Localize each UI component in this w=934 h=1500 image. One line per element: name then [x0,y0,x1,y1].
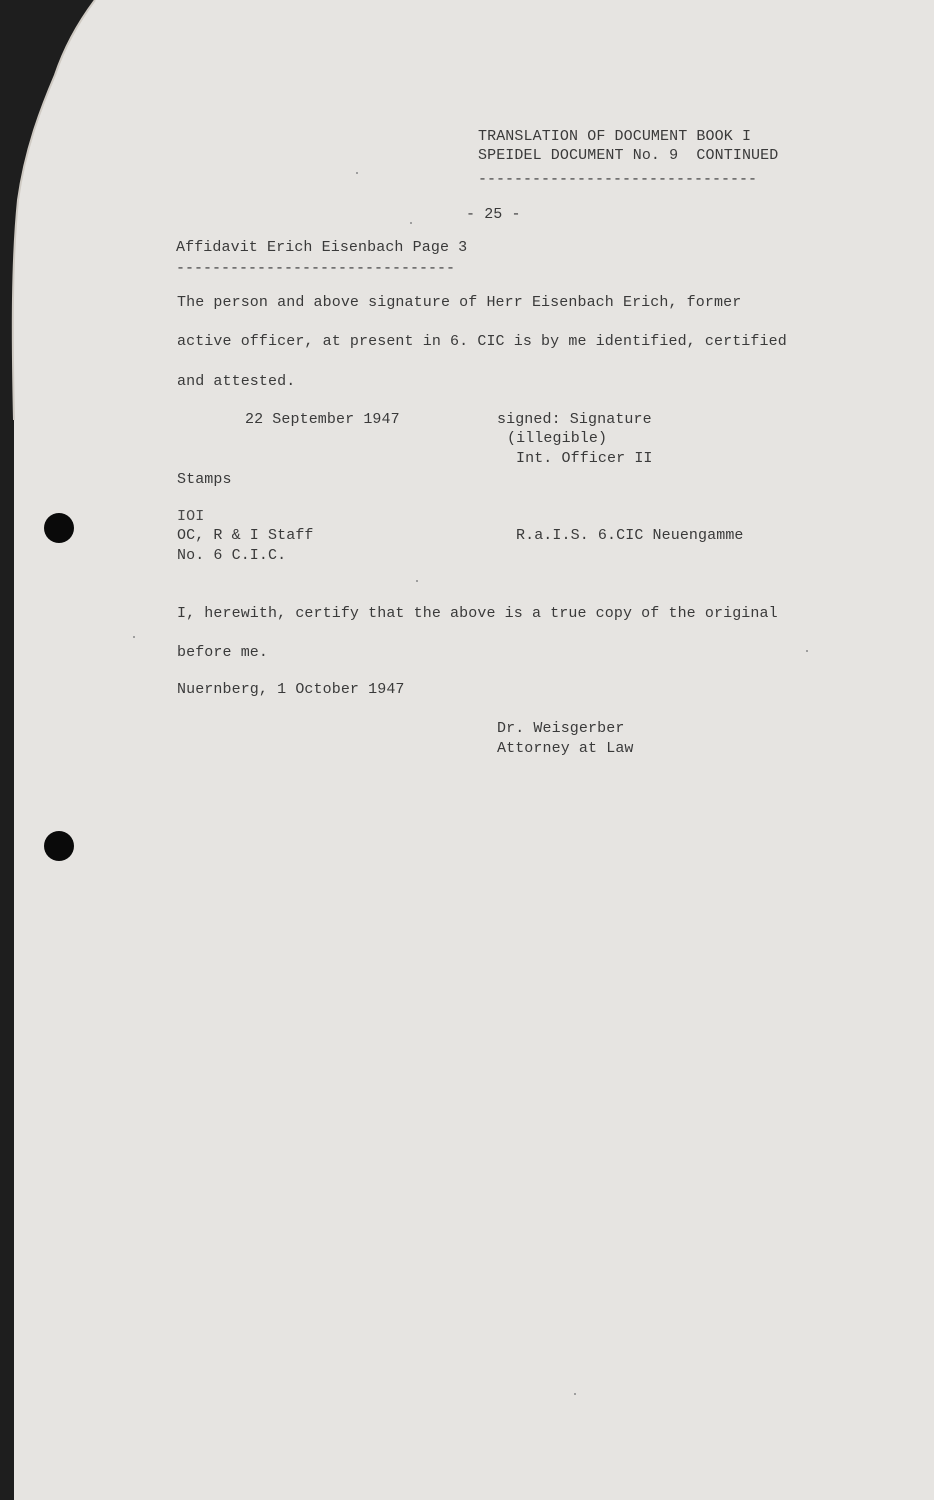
binder-hole-bottom [44,831,74,861]
certification-line-2: before me. [177,644,269,661]
header-line-1: TRANSLATION OF DOCUMENT BOOK I [478,128,752,145]
affidavit-title: Affidavit Erich Eisenbach Page 3 [176,239,468,256]
attestor-title: Attorney at Law [497,740,634,757]
signature-rank: Int. Officer II [516,450,653,467]
certification-place-date: Nuernberg, 1 October 1947 [177,681,405,698]
page-number: - 25 - [466,206,521,223]
signature-signed: signed: Signature [497,411,652,428]
signature-illegible: (illegible) [507,430,608,447]
binder-hole-top [44,513,74,543]
signature-date: 22 September 1947 [245,411,400,428]
attestor-name: Dr. Weisgerber [497,720,625,737]
body-line-2: active officer, at present in 6. CIC is by me identified, certified [177,333,787,350]
stamp-unit-line-2: No. 6 C.I.C. [177,547,287,564]
header-line-2: SPEIDEL DOCUMENT No. 9 CONTINUED [478,147,779,164]
certification-line-1: I, herewith, certify that the above is a true copy of the original [177,605,778,622]
stamp-code: IOI [177,508,205,525]
affidavit-title-rule: ------------------------------- [176,260,456,277]
header-rule: ------------------------------- [478,171,758,188]
stamp-unit-line-1: OC, R & I Staff [177,527,314,544]
stamps-label: Stamps [177,471,232,488]
stamp-right: R.a.I.S. 6.CIC Neuengamme [516,527,744,544]
body-line-3: and attested. [177,373,296,390]
body-line-1: The person and above signature of Herr Eisenbach Erich, former [177,294,742,311]
